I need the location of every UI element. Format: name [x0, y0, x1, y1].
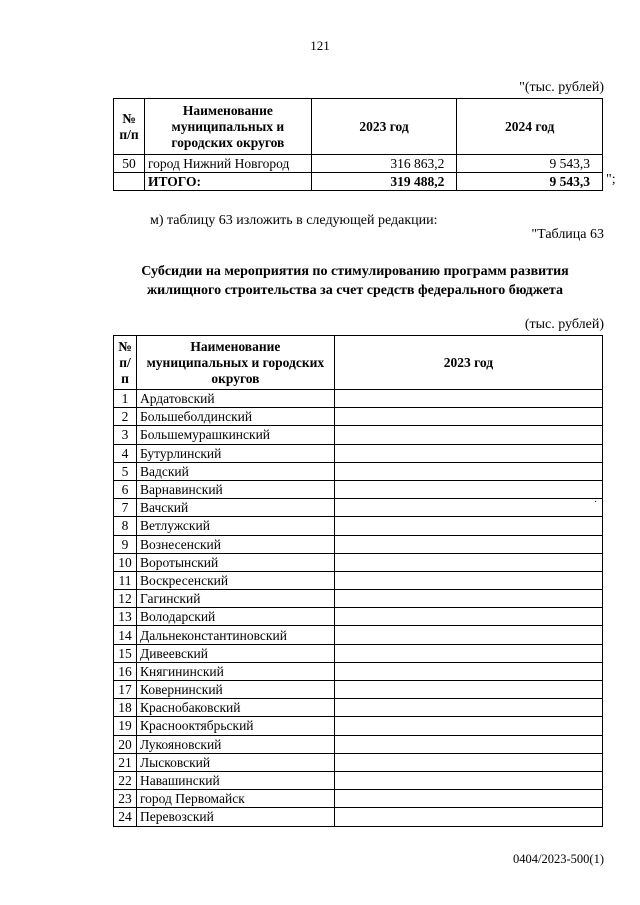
table1: [113, 98, 603, 191]
row-name: Вознесенский: [136, 535, 334, 553]
table-row: [114, 699, 603, 717]
total-empty-cell: [114, 173, 145, 191]
table2: [113, 335, 603, 827]
row-name: Большеболдинский: [136, 408, 334, 426]
table1-header-2024: 2024 год: [457, 99, 603, 155]
row-name: Княгининский: [136, 662, 334, 680]
table-row: [114, 553, 603, 571]
row-value-2023: [334, 571, 602, 589]
table1-header-row: [114, 99, 603, 155]
table2-header-no: № п/п: [114, 336, 137, 390]
table-row: [114, 644, 603, 662]
heading-line-1: Субсидии на мероприятия по стимулированию программ развития: [141, 264, 569, 279]
row-number: 21: [114, 753, 137, 771]
row-number: 13: [114, 608, 137, 626]
row-number: 18: [114, 699, 137, 717]
row-name: Дивеевский: [136, 644, 334, 662]
row-number: 16: [114, 662, 137, 680]
page-number: 121: [310, 38, 330, 53]
total-label: ИТОГО:: [144, 173, 311, 191]
table-row: [114, 717, 603, 735]
table-row: [114, 408, 603, 426]
amendment-paragraph: м) таблицу 63 изложить в следующей редакции:: [150, 213, 438, 228]
table1-closing-quote: ";: [606, 172, 616, 187]
row-name: Володарский: [136, 608, 334, 626]
row-number: 17: [114, 681, 137, 699]
table-row: [114, 462, 603, 480]
row-number: 3: [114, 426, 137, 444]
row-value-2023: [334, 590, 602, 608]
table-row: [114, 517, 603, 535]
row-name: Лысковский: [136, 753, 334, 771]
row-value-2023: [334, 771, 602, 789]
row-value-2023: [334, 681, 602, 699]
row-number: 19: [114, 717, 137, 735]
row-name: Перевозский: [136, 808, 334, 826]
row-name: Воскресенский: [136, 571, 334, 589]
row-name: Навашинский: [136, 771, 334, 789]
row-number: 1: [114, 390, 137, 408]
row-name: город Нижний Новгород: [144, 155, 311, 173]
row-name: Ветлужский: [136, 517, 334, 535]
table-row: [114, 499, 603, 517]
table2-header-row: [114, 336, 603, 390]
row-number: 24: [114, 808, 137, 826]
table-row: [114, 480, 603, 498]
footer-code: 0404/2023-500(1): [513, 852, 604, 866]
row-value-2023: [334, 499, 602, 517]
row-number: 5: [114, 462, 137, 480]
row-name: Вадский: [136, 462, 334, 480]
row-value-2023: [334, 608, 602, 626]
row-name: Гагинский: [136, 590, 334, 608]
table-label: "Таблица 63: [531, 227, 604, 242]
table1-header-no: № п/п: [114, 99, 145, 155]
table-row: [114, 608, 603, 626]
total-value-2024: 9 543,3: [457, 173, 603, 191]
row-value-2023: [334, 735, 602, 753]
scan-speck: ·: [594, 497, 598, 508]
row-name: Краснобаковский: [136, 699, 334, 717]
row-number: 20: [114, 735, 137, 753]
row-name: Вачский: [136, 499, 334, 517]
table-row: [114, 571, 603, 589]
row-value-2023: [334, 535, 602, 553]
table-row: [114, 662, 603, 680]
table-row: [114, 626, 603, 644]
table-row: [114, 735, 603, 753]
table-row: [114, 535, 603, 553]
row-number: 6: [114, 480, 137, 498]
row-number: 4: [114, 444, 137, 462]
row-number: 22: [114, 771, 137, 789]
row-number: 50: [114, 155, 145, 173]
table1-header-2023: 2023 год: [311, 99, 457, 155]
row-name: Варнавинский: [136, 480, 334, 498]
row-value-2023: [334, 644, 602, 662]
row-value-2023: [334, 717, 602, 735]
row-name: Лукояновский: [136, 735, 334, 753]
row-name: Краснооктябрьский: [136, 717, 334, 735]
row-value-2023: [334, 390, 602, 408]
row-value-2023: [334, 553, 602, 571]
row-value-2023: [334, 480, 602, 498]
row-number: 14: [114, 626, 137, 644]
row-name: Воротынский: [136, 553, 334, 571]
table1-header-name: Наименование муниципальных и городских округов: [144, 99, 311, 155]
row-name: Бутурлинский: [136, 444, 334, 462]
table-row: [114, 590, 603, 608]
row-value-2023: [334, 517, 602, 535]
table2-header-2023: 2023 год: [334, 336, 602, 390]
row-value-2023: [334, 444, 602, 462]
row-value-2023: [334, 626, 602, 644]
table1-units: "(тыс. рублей): [519, 80, 604, 95]
row-number: 8: [114, 517, 137, 535]
table-row: [114, 390, 603, 408]
row-number: 7: [114, 499, 137, 517]
table2-body: [114, 390, 603, 827]
table-row: [114, 155, 603, 173]
row-value-2023: [334, 426, 602, 444]
row-name: город Первомайск: [136, 790, 334, 808]
table1-total-row: [114, 173, 603, 191]
table-row: [114, 681, 603, 699]
table2-units: (тыс. рублей): [524, 317, 604, 332]
row-value-2023: [334, 808, 602, 826]
row-name: Большемурашкинский: [136, 426, 334, 444]
row-value-2023: [334, 662, 602, 680]
table2-header-name: Наименование муниципальных и городских округов: [136, 336, 334, 390]
row-number: 23: [114, 790, 137, 808]
heading-line-2: жилищного строительства за счет средств федерального бюджета: [147, 283, 563, 298]
table-row: [114, 771, 603, 789]
row-name: Дальнеконстантиновский: [136, 626, 334, 644]
row-number: 2: [114, 408, 137, 426]
table-row: [114, 426, 603, 444]
table-row: [114, 808, 603, 826]
row-number: 9: [114, 535, 137, 553]
row-value-2023: [334, 753, 602, 771]
row-value-2023: [334, 790, 602, 808]
table2-heading: [60, 262, 640, 300]
table-row: [114, 444, 603, 462]
row-value-2023: [334, 408, 602, 426]
row-name: Ардатовский: [136, 390, 334, 408]
row-value-2023: [334, 699, 602, 717]
row-value-2023: [334, 462, 602, 480]
row-value-2024: 9 543,3: [457, 155, 603, 173]
row-number: 15: [114, 644, 137, 662]
row-number: 12: [114, 590, 137, 608]
row-name: Ковернинский: [136, 681, 334, 699]
total-value-2023: 319 488,2: [311, 173, 457, 191]
row-number: 10: [114, 553, 137, 571]
row-value-2023: 316 863,2: [311, 155, 457, 173]
row-number: 11: [114, 571, 137, 589]
table-row: [114, 753, 603, 771]
table-row: [114, 790, 603, 808]
